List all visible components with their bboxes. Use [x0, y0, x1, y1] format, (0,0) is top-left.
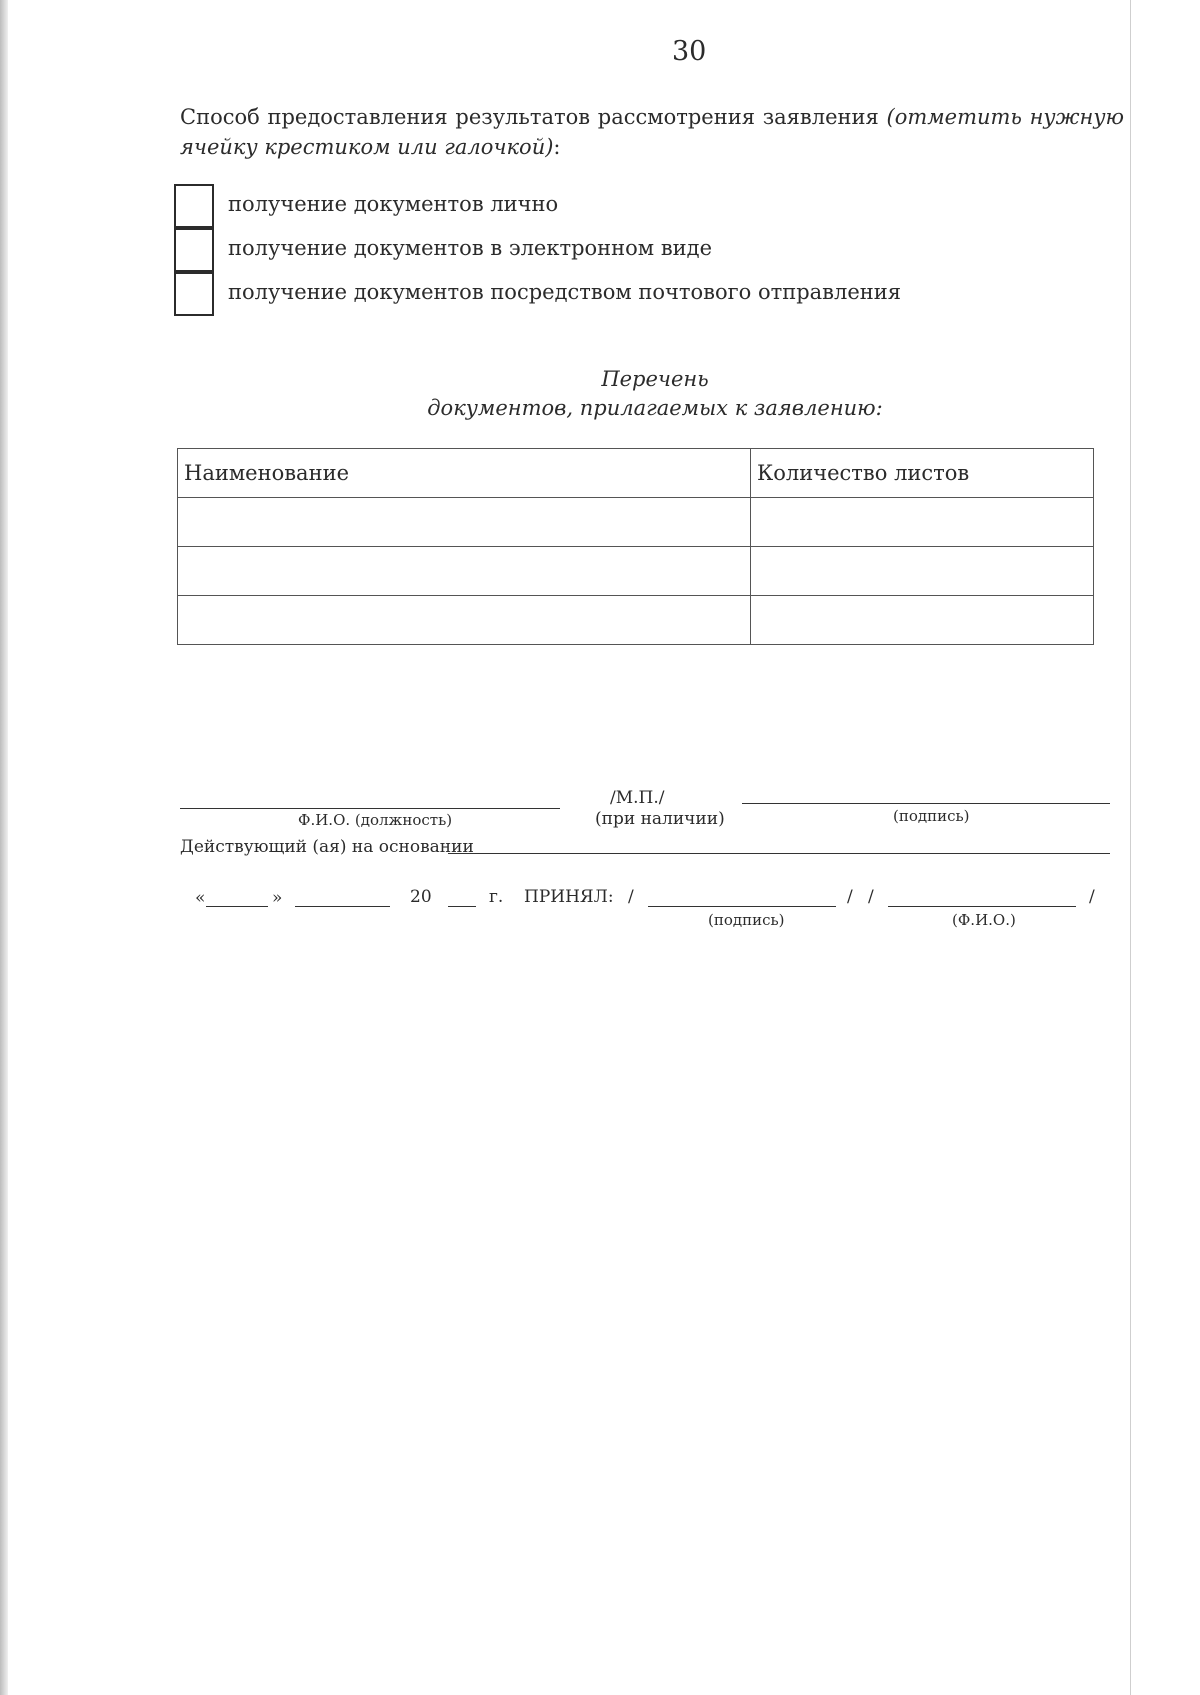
delivery-prompt-text: Способ предоставления результатов рассмотрения заявления [180, 105, 879, 129]
slash: / [628, 887, 634, 907]
signature-caption: (подпись) [893, 807, 970, 825]
accepted-label: ПРИНЯЛ: [524, 887, 614, 907]
table-row [178, 596, 1094, 645]
fio-position-line[interactable] [180, 808, 560, 809]
table-header-row [178, 449, 1094, 498]
date-year-line[interactable] [448, 906, 476, 907]
checkbox-electronic[interactable] [174, 228, 214, 272]
receiver-fio-line[interactable] [888, 906, 1076, 907]
scan-edge-right [1130, 0, 1131, 1695]
date-quote-close: » [272, 888, 283, 908]
slash: / [1089, 887, 1095, 907]
date-year-suffix: г. [489, 887, 504, 907]
documents-list-subtitle: документов, прилагаемых к заявлению: [427, 396, 883, 420]
option-label: получение документов лично [228, 192, 559, 216]
acting-basis-label: Действующий (ая) на основании [180, 837, 474, 857]
documents-list-title: Перечень [601, 367, 709, 391]
delivery-colon: : [553, 135, 561, 159]
cell-document-name[interactable] [178, 498, 751, 547]
receiver-signature-line[interactable] [648, 906, 836, 907]
delivery-hint: (отметить нужную ячейку крестиком или галочкой) [180, 105, 1124, 159]
option-label: получение документов посредством почтового отправления [228, 280, 901, 304]
slash: / [868, 887, 874, 907]
cell-sheet-count[interactable] [751, 498, 1094, 547]
checkbox-postal[interactable] [174, 272, 214, 316]
stamp-note: (при наличии) [595, 809, 725, 829]
acting-basis-line[interactable] [448, 853, 1110, 854]
slash: / [847, 887, 853, 907]
scan-edge-left [0, 0, 8, 1695]
cell-document-name[interactable] [178, 596, 751, 645]
header-name: Наименование [178, 449, 751, 498]
option-label: получение документов в электронном виде [228, 236, 712, 260]
header-sheet-count: Количество листов [751, 449, 1094, 498]
stamp-label: /М.П./ [610, 788, 665, 808]
page-number: 30 [672, 36, 707, 67]
table-row [178, 547, 1094, 596]
cell-document-name[interactable] [178, 547, 751, 596]
checkbox-in-person[interactable] [174, 184, 214, 228]
receiver-signature-caption: (подпись) [708, 911, 785, 929]
date-month-line[interactable] [295, 906, 390, 907]
cell-sheet-count[interactable] [751, 596, 1094, 645]
delivery-method-prompt [180, 102, 1124, 162]
documents-table [177, 448, 1094, 645]
receiver-fio-caption: (Ф.И.О.) [952, 911, 1016, 929]
fio-position-caption: Ф.И.О. (должность) [298, 811, 453, 829]
cell-sheet-count[interactable] [751, 547, 1094, 596]
date-year-prefix: 20 [410, 887, 432, 907]
signature-line[interactable] [742, 803, 1110, 804]
date-quote-open: « [195, 888, 206, 908]
date-day-line[interactable] [206, 906, 268, 907]
table-row [178, 498, 1094, 547]
